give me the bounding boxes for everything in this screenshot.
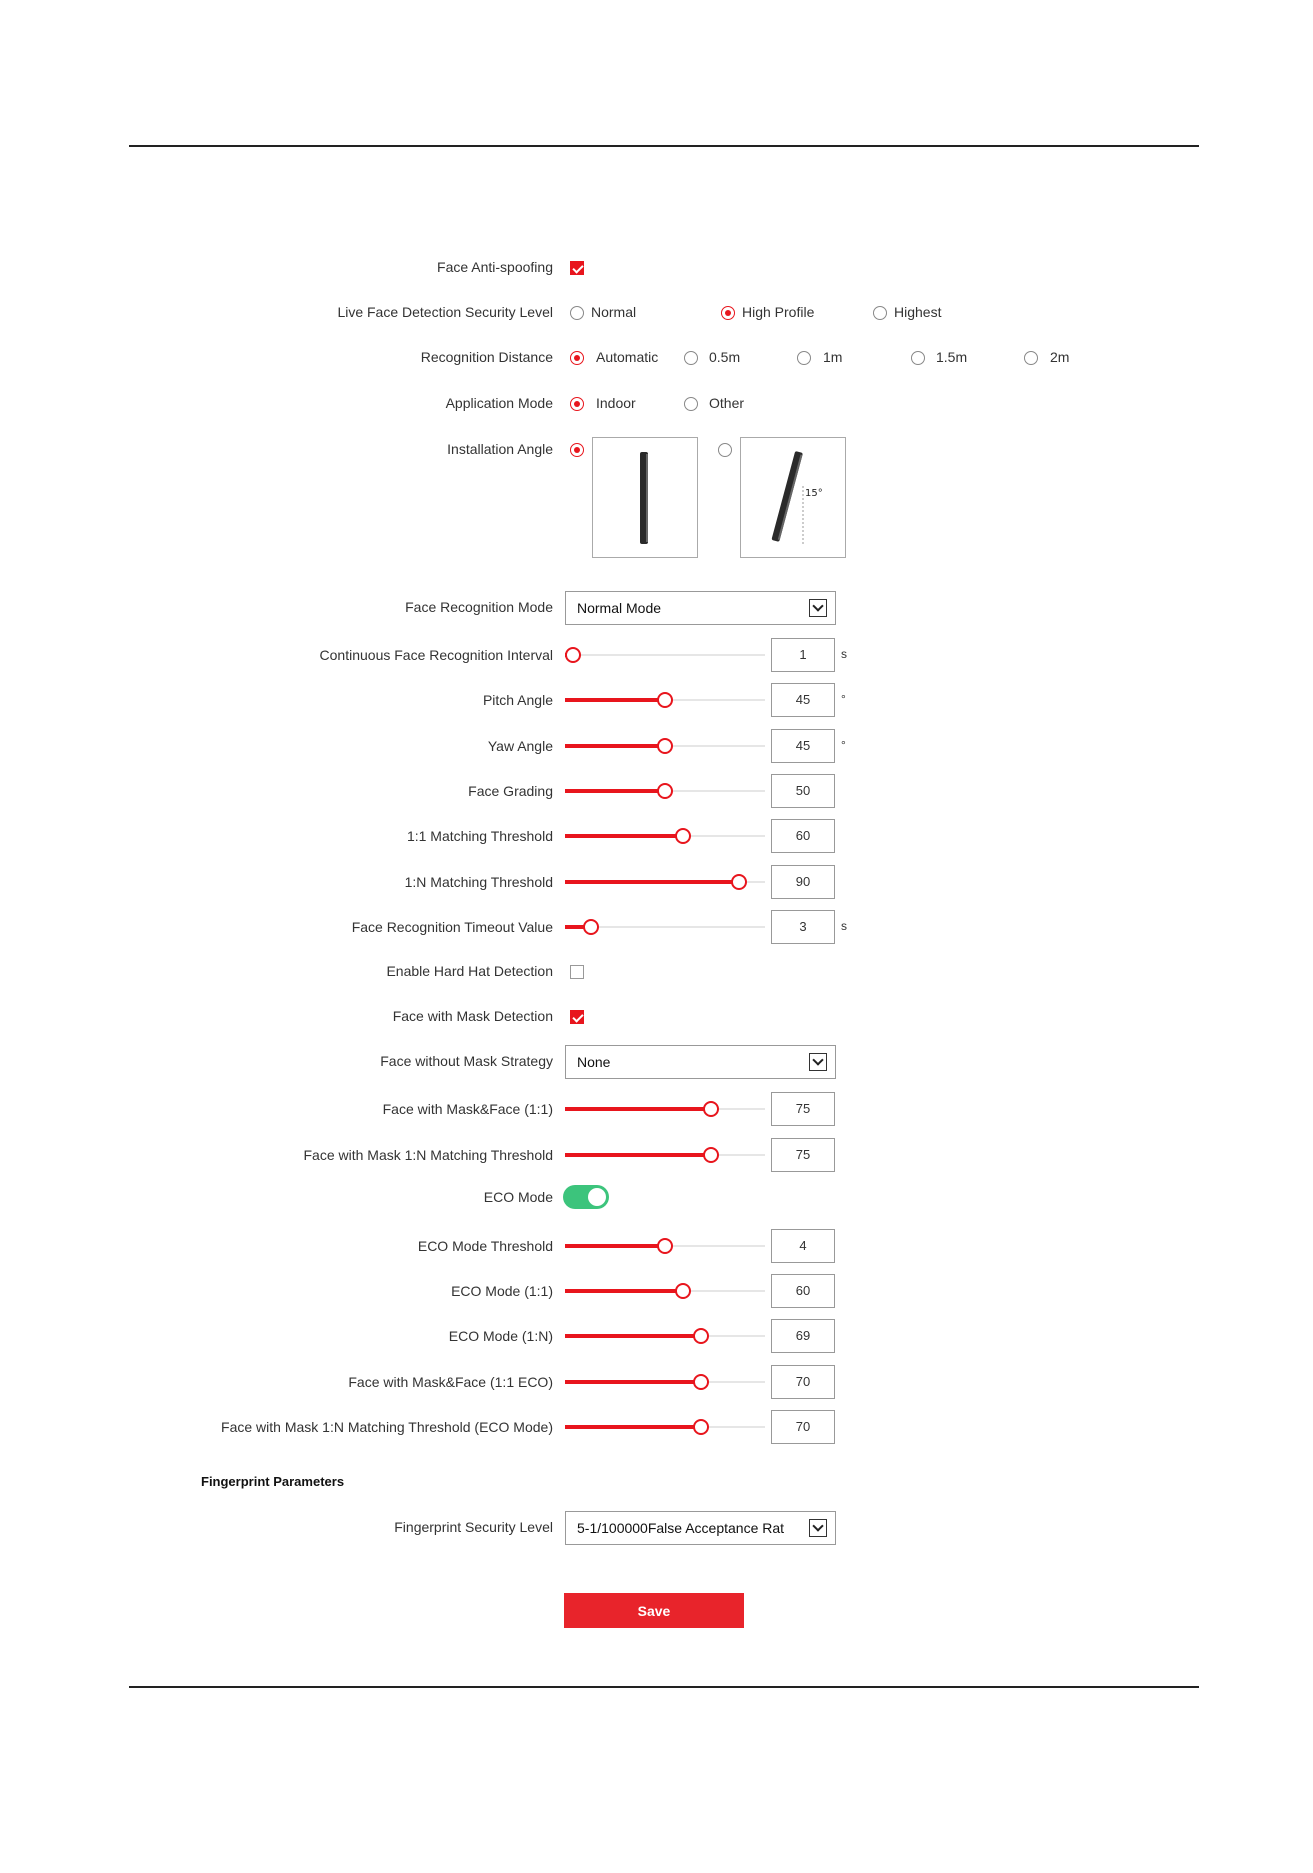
slider-fill xyxy=(565,834,683,838)
slider[interactable] xyxy=(565,1238,765,1254)
hard-hat-checkbox[interactable] xyxy=(570,965,584,979)
slider-fill xyxy=(565,1289,683,1293)
slider-value-input[interactable]: 45 xyxy=(771,729,835,763)
slider-label: ECO Mode (1:1) xyxy=(451,1283,553,1299)
slider[interactable] xyxy=(565,692,765,708)
live-level-normal-text: Normal xyxy=(591,304,637,320)
top-rule xyxy=(129,145,1199,147)
slider-value-input[interactable]: 60 xyxy=(771,819,835,853)
mask-detection-checkbox[interactable] xyxy=(570,1010,584,1024)
slider-handle[interactable] xyxy=(731,874,747,890)
slider-label: Face with Mask&Face (1:1) xyxy=(382,1101,553,1117)
face-recognition-mode-label: Face Recognition Mode xyxy=(405,599,553,615)
slider-fill xyxy=(565,1153,711,1157)
app-mode-indoor-radio[interactable] xyxy=(570,397,584,411)
slider[interactable] xyxy=(565,919,765,935)
eco-mode-toggle[interactable] xyxy=(563,1185,609,1209)
slider[interactable] xyxy=(565,1328,765,1344)
chevron-down-icon xyxy=(809,1053,827,1071)
face-recognition-mode-select[interactable] xyxy=(565,591,836,625)
slider[interactable] xyxy=(565,738,765,754)
slider-label: Face Recognition Timeout Value xyxy=(351,919,553,935)
app-mode-other-text: Other xyxy=(709,395,745,411)
distance-1-5m-text: 1.5m xyxy=(936,349,968,365)
slider-handle[interactable] xyxy=(657,738,673,754)
slider-handle[interactable] xyxy=(693,1419,709,1435)
live-level-normal-radio[interactable] xyxy=(570,306,584,320)
bottom-rule xyxy=(129,1686,1199,1688)
vertical-device-image xyxy=(592,437,698,558)
distance-1m-radio[interactable] xyxy=(797,351,811,365)
slider-label: 1:1 Matching Threshold xyxy=(406,828,553,844)
slider-label: ECO Mode Threshold xyxy=(417,1238,553,1254)
slider-handle[interactable] xyxy=(583,919,599,935)
slider-handle[interactable] xyxy=(675,1283,691,1299)
slider-label: Face with Mask 1:N Matching Threshold xyxy=(303,1147,553,1163)
slider-fill xyxy=(565,1334,701,1338)
installation-angle-label: Installation Angle xyxy=(447,441,553,457)
app-mode-indoor-text: Indoor xyxy=(596,395,636,411)
live-level-highest-radio[interactable] xyxy=(873,306,887,320)
save-button[interactable]: Save xyxy=(564,1593,744,1628)
slider-value-input[interactable]: 4 xyxy=(771,1229,835,1263)
distance-1m-text: 1m xyxy=(823,349,843,365)
fingerprint-level-label: Fingerprint Security Level xyxy=(394,1519,553,1535)
slider[interactable] xyxy=(565,647,765,663)
mask-strategy-select[interactable] xyxy=(565,1045,836,1079)
slider[interactable] xyxy=(565,1283,765,1299)
eco-mode-label: ECO Mode xyxy=(483,1189,553,1205)
slider-handle[interactable] xyxy=(565,647,581,663)
slider-fill xyxy=(565,1380,701,1384)
slider-handle[interactable] xyxy=(693,1374,709,1390)
slider-label: ECO Mode (1:N) xyxy=(448,1328,553,1344)
fingerprint-level-value: 5-1/100000False Acceptance Rat xyxy=(577,1520,785,1536)
slider-value-input[interactable]: 60 xyxy=(771,1274,835,1308)
fingerprint-section-title: Fingerprint Parameters xyxy=(201,1474,345,1489)
chevron-down-icon xyxy=(809,599,827,617)
slider-label: 1:N Matching Threshold xyxy=(404,874,553,890)
mask-strategy-label: Face without Mask Strategy xyxy=(380,1053,553,1069)
recognition-distance-label: Recognition Distance xyxy=(420,349,553,365)
slider-unit: s xyxy=(841,647,847,661)
hard-hat-label: Enable Hard Hat Detection xyxy=(386,963,553,979)
slider-unit: ° xyxy=(841,738,846,752)
slider-value-input[interactable]: 50 xyxy=(771,774,835,808)
angle-value-text: 15° xyxy=(805,488,823,499)
slider-label: Face with Mask&Face (1:1 ECO) xyxy=(348,1374,553,1390)
live-face-level-label: Live Face Detection Security Level xyxy=(337,304,553,320)
slider-fill xyxy=(565,1244,665,1248)
slider-fill xyxy=(565,698,665,702)
face-anti-spoofing-checkbox[interactable] xyxy=(570,261,584,275)
slider-handle[interactable] xyxy=(657,783,673,799)
slider-fill xyxy=(565,744,665,748)
slider[interactable] xyxy=(565,1374,765,1390)
slider[interactable] xyxy=(565,1147,765,1163)
face-recognition-mode-value: Normal Mode xyxy=(577,600,662,616)
fingerprint-level-select[interactable] xyxy=(565,1511,836,1545)
distance-0-5m-radio[interactable] xyxy=(684,351,698,365)
slider-handle[interactable] xyxy=(657,1238,673,1254)
distance-1-5m-radio[interactable] xyxy=(911,351,925,365)
application-mode-label: Application Mode xyxy=(445,395,553,411)
slider-value-input[interactable]: 90 xyxy=(771,865,835,899)
distance-automatic-text: Automatic xyxy=(596,349,659,365)
app-mode-other-radio[interactable] xyxy=(684,397,698,411)
chevron-down-icon xyxy=(809,1519,827,1537)
slider-value-input[interactable]: 75 xyxy=(771,1138,835,1172)
live-level-high-profile-text: High Profile xyxy=(742,304,815,320)
mask-detection-label: Face with Mask Detection xyxy=(392,1008,553,1024)
slider-value-input[interactable]: 69 xyxy=(771,1319,835,1353)
slider-handle[interactable] xyxy=(675,828,691,844)
slider[interactable] xyxy=(565,783,765,799)
slider-label: Face Grading xyxy=(468,783,553,799)
slider-unit: ° xyxy=(841,692,846,706)
mask-strategy-value: None xyxy=(577,1054,611,1070)
distance-2m-text: 2m xyxy=(1050,349,1070,365)
slider-value-input[interactable]: 75 xyxy=(771,1092,835,1126)
slider-label: Face with Mask 1:N Matching Threshold (ECO Mode) xyxy=(221,1419,553,1435)
slider-handle[interactable] xyxy=(693,1328,709,1344)
slider-label: Continuous Face Recognition Interval xyxy=(319,647,553,663)
distance-automatic-radio[interactable] xyxy=(570,351,584,365)
slider-fill xyxy=(565,789,665,793)
slider-value-input[interactable]: 3 xyxy=(771,910,835,944)
slider-track xyxy=(565,654,765,656)
slider[interactable] xyxy=(565,874,765,890)
face-anti-spoofing-label: Face Anti-spoofing xyxy=(437,259,553,275)
distance-2m-radio[interactable] xyxy=(1024,351,1038,365)
live-level-high-profile-radio[interactable] xyxy=(721,306,735,320)
distance-0-5m-text: 0.5m xyxy=(709,349,741,365)
slider-value-input[interactable]: 45 xyxy=(771,683,835,717)
slider[interactable] xyxy=(565,828,765,844)
slider-label: Pitch Angle xyxy=(482,692,553,708)
vertical-device-icon xyxy=(593,438,697,557)
tilted-device-icon xyxy=(741,438,845,557)
slider-unit: s xyxy=(841,919,847,933)
slider-handle[interactable] xyxy=(703,1147,719,1163)
install-angle-vertical-radio[interactable] xyxy=(570,443,584,457)
live-level-highest-text: Highest xyxy=(894,304,942,320)
slider-value-input[interactable]: 1 xyxy=(771,638,835,672)
slider-handle[interactable] xyxy=(657,692,673,708)
install-angle-tilted-radio[interactable] xyxy=(718,443,732,457)
slider[interactable] xyxy=(565,1101,765,1117)
slider-value-input[interactable]: 70 xyxy=(771,1365,835,1399)
slider-fill xyxy=(565,880,739,884)
slider[interactable] xyxy=(565,1419,765,1435)
slider-label: Yaw Angle xyxy=(487,738,553,754)
tilted-device-image xyxy=(740,437,846,558)
slider-value-input[interactable]: 70 xyxy=(771,1410,835,1444)
slider-fill xyxy=(565,1425,701,1429)
slider-fill xyxy=(565,1107,711,1111)
slider-handle[interactable] xyxy=(703,1101,719,1117)
